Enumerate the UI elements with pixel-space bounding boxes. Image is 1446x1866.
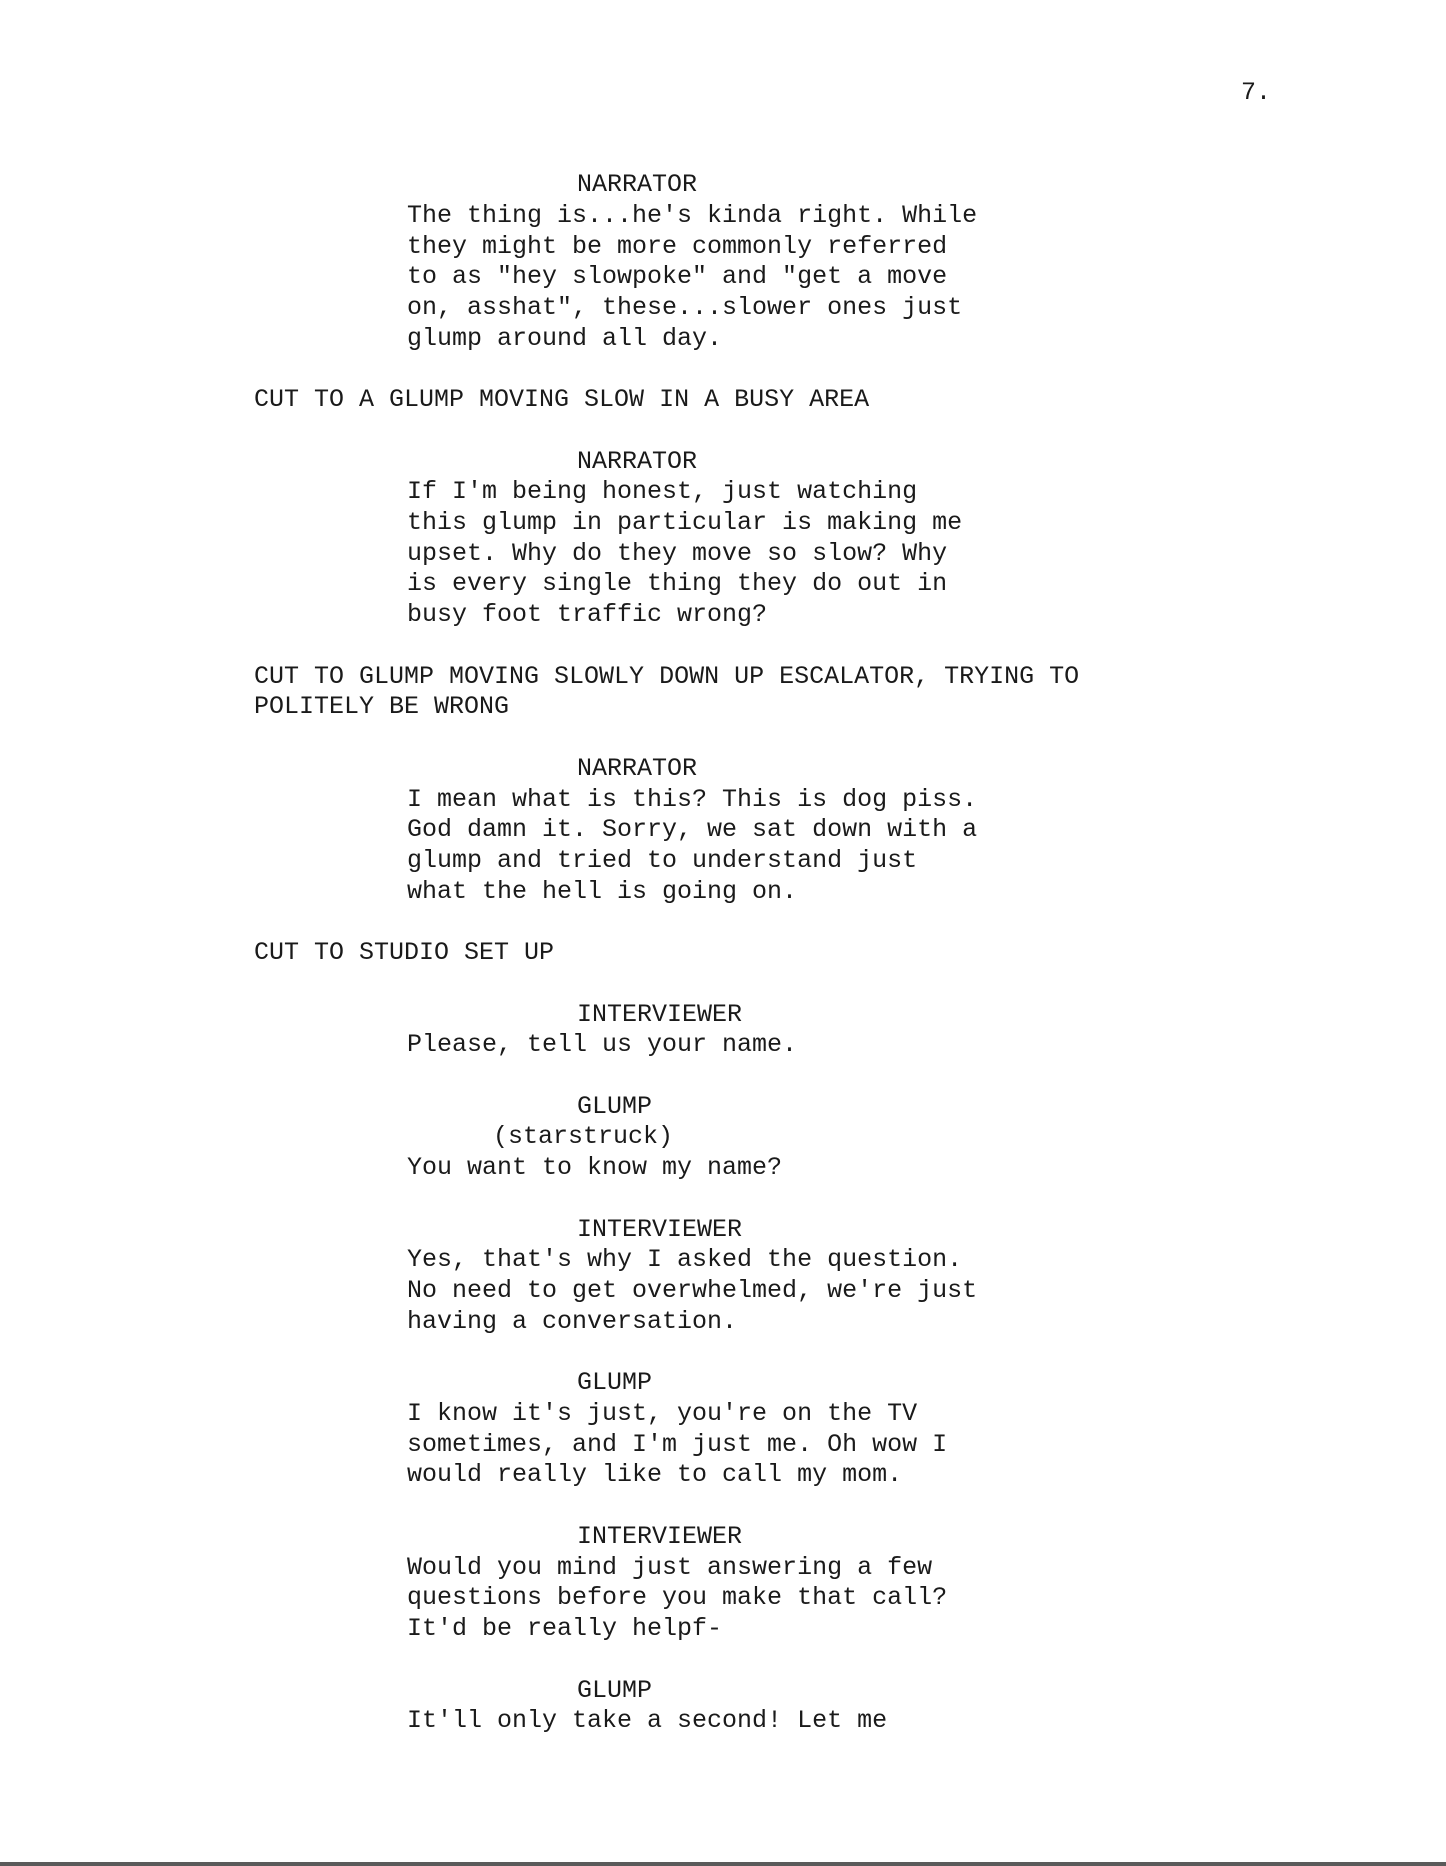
action-line: CUT TO A GLUMP MOVING SLOW IN A BUSY AREA [254, 385, 870, 414]
dialogue-line: they might be more commonly referred [407, 232, 948, 261]
action-line: POLITELY BE WRONG [254, 692, 510, 721]
dialogue-line: is every single thing they do out in [407, 569, 948, 598]
dialogue-line: to as "hey slowpoke" and "get a move [407, 262, 948, 291]
dialogue-line: The thing is...he's kinda right. While [407, 201, 978, 230]
action-line: CUT TO STUDIO SET UP [254, 938, 555, 967]
character-name: INTERVIEWER [577, 1215, 743, 1244]
dialogue-line: would really like to call my mom. [407, 1460, 903, 1489]
dialogue-line: You want to know my name? [407, 1153, 783, 1182]
parenthetical: (starstruck) [493, 1122, 674, 1151]
dialogue-line: sometimes, and I'm just me. Oh wow I [407, 1430, 948, 1459]
dialogue-line: Would you mind just answering a few [407, 1553, 933, 1582]
character-name: INTERVIEWER [577, 1000, 743, 1029]
character-name: NARRATOR [577, 754, 698, 783]
dialogue-line: questions before you make that call? [407, 1583, 948, 1612]
dialogue-line: glump around all day. [407, 324, 723, 353]
dialogue-line: I know it's just, you're on the TV [407, 1399, 918, 1428]
character-name: GLUMP [577, 1092, 653, 1121]
dialogue-line: what the hell is going on. [407, 877, 798, 906]
character-name: GLUMP [577, 1368, 653, 1397]
dialogue-line: Please, tell us your name. [407, 1030, 798, 1059]
dialogue-line: upset. Why do they move so slow? Why [407, 539, 948, 568]
dialogue-line: If I'm being honest, just watching [407, 477, 918, 506]
dialogue-line: on, asshat", these...slower ones just [407, 293, 963, 322]
page-bottom-edge [0, 1862, 1446, 1866]
character-name: GLUMP [577, 1676, 653, 1705]
character-name: NARRATOR [577, 170, 698, 199]
page-number: 7. [1241, 78, 1272, 107]
dialogue-line: this glump in particular is making me [407, 508, 963, 537]
dialogue-line: busy foot traffic wrong? [407, 600, 768, 629]
action-line: CUT TO GLUMP MOVING SLOWLY DOWN UP ESCALATOR, TRYING TO [254, 662, 1080, 691]
dialogue-line: No need to get overwhelmed, we're just [407, 1276, 978, 1305]
dialogue-line: God damn it. Sorry, we sat down with a [407, 815, 978, 844]
dialogue-line: having a conversation. [407, 1307, 738, 1336]
dialogue-line: I mean what is this? This is dog piss. [407, 785, 978, 814]
dialogue-line: It'll only take a second! Let me [407, 1706, 888, 1735]
dialogue-line: It'd be really helpf- [407, 1614, 723, 1643]
dialogue-line: Yes, that's why I asked the question. [407, 1245, 963, 1274]
dialogue-line: glump and tried to understand just [407, 846, 918, 875]
character-name: INTERVIEWER [577, 1522, 743, 1551]
character-name: NARRATOR [577, 447, 698, 476]
